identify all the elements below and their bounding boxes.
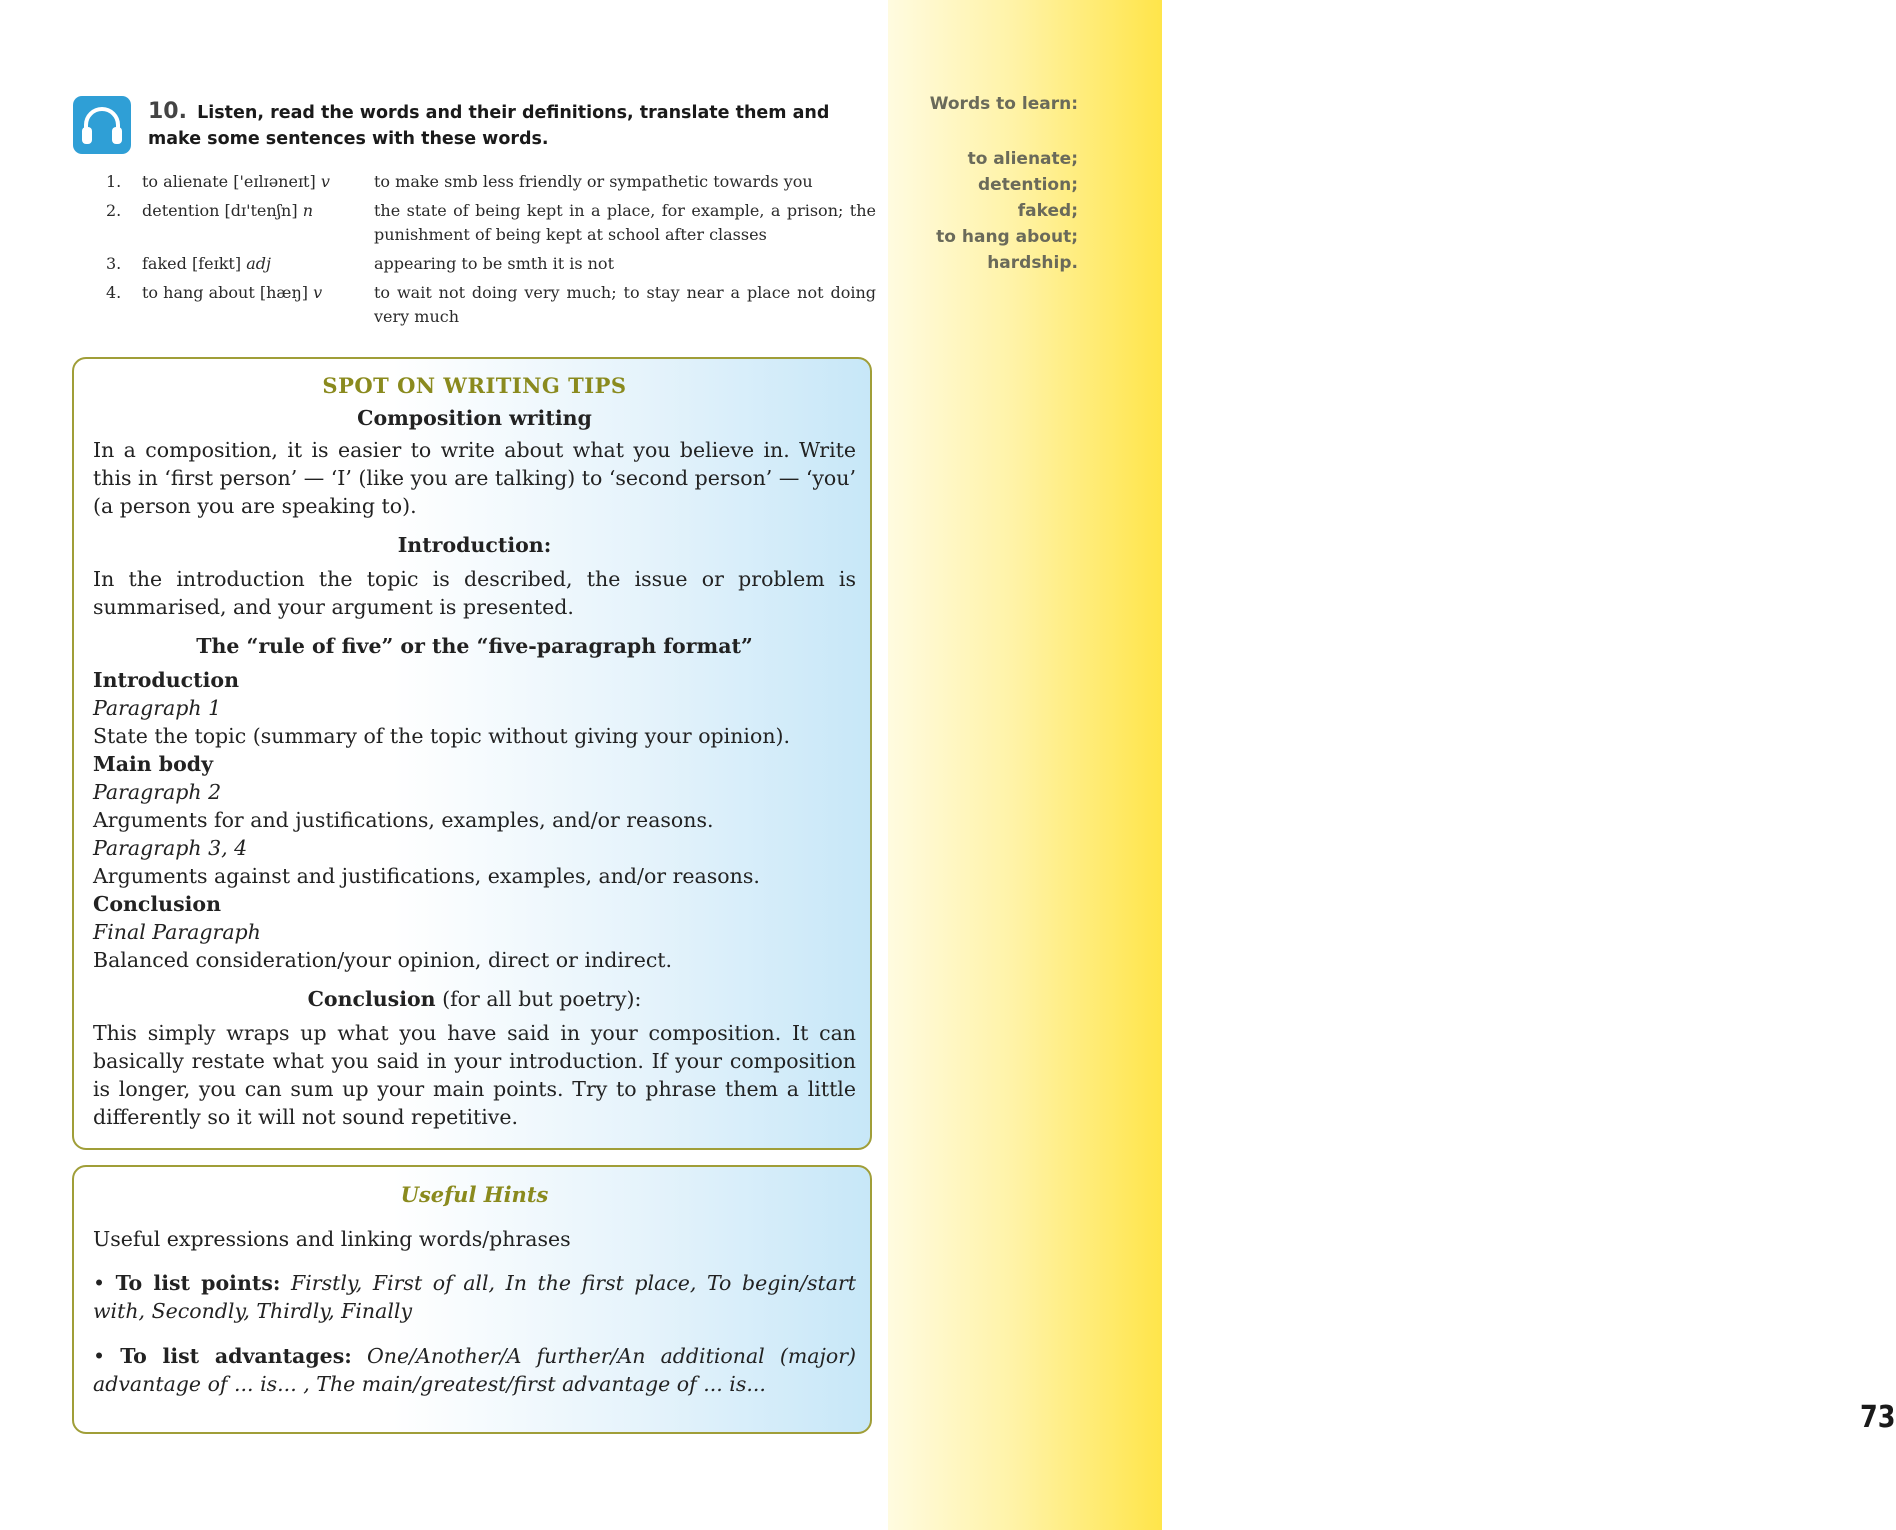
vocab-word: detention <box>142 201 220 220</box>
rule-heading: The “rule of five” or the “five-paragraph format” <box>196 634 753 658</box>
word-item: hardship. <box>987 253 1078 273</box>
paragraph-1-label: Paragraph 1 <box>93 696 222 720</box>
conclusion-heading <box>93 985 856 1013</box>
vocab-ipa: ['eɪlɪəneɪt] <box>233 172 316 191</box>
page-number: 73 <box>1860 1400 1896 1435</box>
introduction-text: In the introduction the topic is described, the issue or problem is summarised, and your argument is presented. <box>93 567 856 619</box>
sidebar <box>888 0 1896 1530</box>
word-item: detention; <box>978 175 1078 195</box>
vocabulary-list <box>106 170 876 334</box>
word-item: to alienate; <box>967 149 1078 169</box>
paragraph-3-4-label: Paragraph 3, 4 <box>93 836 248 860</box>
vocab-ipa: [hæŋ] <box>259 283 309 302</box>
vocab-word: to alienate <box>142 172 229 191</box>
headphones-icon[interactable] <box>73 96 131 154</box>
conclusion-heading-bold: Conclusion <box>307 987 436 1011</box>
vocab-pos: v <box>320 172 330 191</box>
hint-label: To list advantages: <box>120 1344 352 1368</box>
vocab-ipa: [dɪ'tenʃn] <box>224 201 298 220</box>
writing-tips-box <box>72 357 872 1150</box>
vocabulary-row <box>106 199 876 247</box>
exercise-number: 10. <box>148 99 187 124</box>
vocab-word: faked <box>142 254 187 273</box>
vocab-term <box>142 170 374 194</box>
vocab-number: 1. <box>106 172 122 191</box>
vocab-word: to hang about <box>142 283 255 302</box>
vocab-term <box>142 199 374 247</box>
vocab-number: 3. <box>106 254 122 273</box>
vocab-definition: to wait not doing very much; to stay near a place not doing very much <box>374 283 876 326</box>
tips-subtitle: Composition writing <box>357 406 592 430</box>
vocab-pos: n <box>302 201 313 220</box>
paragraph-3-4-text: Arguments against and justifications, examples, and/or reasons. <box>93 864 760 888</box>
main-body-label: Main body <box>93 752 214 776</box>
bullet: • <box>93 1344 121 1368</box>
paragraph-2-label: Paragraph 2 <box>93 780 222 804</box>
structure-conclusion-label: Conclusion <box>93 892 221 916</box>
vocab-definition: appearing to be smth it is not <box>374 254 614 273</box>
vocabulary-row <box>106 252 876 276</box>
hints-intro: Useful expressions and linking words/phrases <box>93 1227 571 1251</box>
vocab-pos: adj <box>246 254 271 273</box>
vocab-term <box>142 281 374 329</box>
exercise-heading <box>148 99 876 152</box>
introduction-heading: Introduction: <box>397 533 552 557</box>
vocab-pos: v <box>313 283 323 302</box>
vocab-number: 4. <box>106 283 122 302</box>
hints-title: Useful Hints <box>400 1182 549 1207</box>
hint-text: One/Another/A further/An additional (major) advantage of ... is... , The main/greatest/first advantage of ... is... <box>93 1344 856 1396</box>
hint-text: Firstly, First of all, In the first place, To begin/start with, Secondly, Thirdly, Finally <box>93 1271 857 1323</box>
useful-hints-box <box>72 1165 872 1434</box>
vocab-number: 2. <box>106 201 122 220</box>
exercise-instruction: Listen, read the words and their definitions, translate them and make some sentences with these words. <box>148 103 830 149</box>
vocab-definition: the state of being kept in a place, for example, a prison; the punishment of being kept at school after classes <box>374 201 876 244</box>
vocabulary-row <box>106 281 876 329</box>
conclusion-text: This simply wraps up what you have said in your composition. It can basically restate what you said in your introduction. If your composition is longer, you can sum up your main points. Try to phrase them a little differently so it will not sound repetitive. <box>93 1021 856 1129</box>
hint-item <box>93 1342 856 1398</box>
vocab-definition: to make smb less friendly or sympathetic towards you <box>374 172 813 191</box>
tips-title: SPOT ON WRITING TIPS <box>322 373 627 398</box>
word-item: to hang about; <box>936 227 1078 247</box>
hint-label: To list points: <box>115 1271 281 1295</box>
vocab-ipa: [feɪkt] <box>191 254 242 273</box>
vocab-term <box>142 252 374 276</box>
final-paragraph-text: Balanced consideration/your opinion, direct or indirect. <box>93 948 673 972</box>
hint-item <box>93 1269 856 1325</box>
sidebar-title: Words to learn: <box>929 94 1078 114</box>
tips-intro-text: In a composition, it is easier to write about what you believe in. Write this in ‘first person’ — ‘I’ (like you are talking) to ‘second person’ — ‘you’ (a person you are speaking to). <box>93 438 856 518</box>
word-item: faked; <box>1017 201 1078 221</box>
vocabulary-row <box>106 170 876 194</box>
paragraph-1-text: State the topic (summary of the topic without giving your opinion). <box>93 724 791 748</box>
words-to-learn-list <box>936 146 1078 276</box>
structure-intro-label: Introduction <box>93 668 239 692</box>
conclusion-heading-rest: (for all but poetry): <box>435 987 642 1011</box>
final-paragraph-label: Final Paragraph <box>93 920 261 944</box>
paragraph-2-text: Arguments for and justifications, examples, and/or reasons. <box>93 808 714 832</box>
bullet: • <box>93 1271 116 1295</box>
